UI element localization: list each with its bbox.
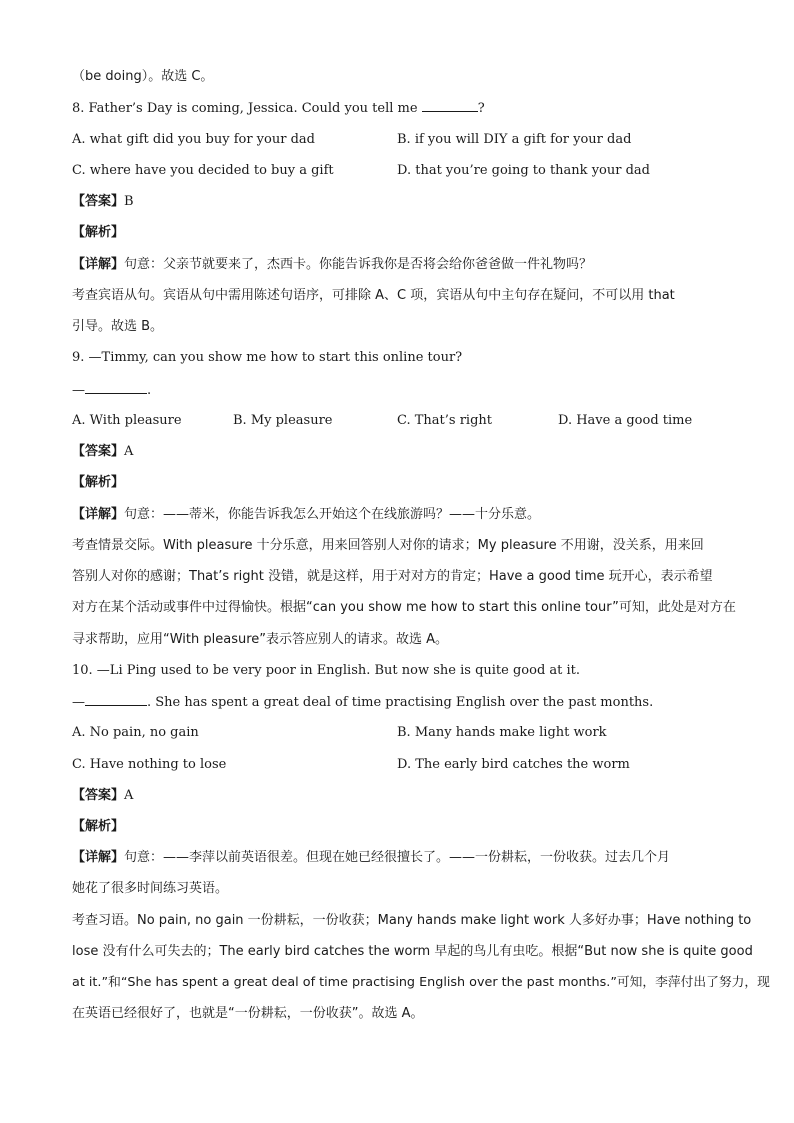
q8-detail-text-1: 句意：父亲节就要来了，杰西卡。你能告诉我你是否将会给你爸爸做一件礼物吗？ xyxy=(124,257,593,272)
q10-answer-value: A xyxy=(124,788,134,803)
q9-answer-label: 【答案】 xyxy=(72,444,125,459)
q9-option-d: D. Have a good time xyxy=(558,413,693,428)
q10-reply-dash: — xyxy=(72,695,85,710)
q9-answer xyxy=(72,443,722,461)
q9-option-a: A. With pleasure xyxy=(72,413,182,428)
q8-answer-label: 【答案】 xyxy=(72,194,125,209)
q9-detail-4: 对方在某个活动或事件中过得愉快。根据“can you show me how to start this online tour”可知，此处是对方在 xyxy=(72,600,736,615)
q9-detail-1 xyxy=(72,506,722,524)
q8-detail-label: 【详解】 xyxy=(72,257,125,272)
q9-analysis-label: 【解析】 xyxy=(72,475,125,490)
q10-option-c: C. Have nothing to lose xyxy=(72,757,227,772)
q8-analysis-label: 【解析】 xyxy=(72,225,125,240)
q8-detail-2: 考查宾语从句。宾语从句中需用陈述句语序，可排除 A、C 项，宾语从句中主句存在疑问，不可以用 that xyxy=(72,288,675,303)
q10-detail-4: lose 没有什么可失去的；The early bird catches the worm 早起的鸟儿有虫吃。根据“But now she is quite good xyxy=(72,944,753,959)
q10-detail-2: 她花了很多时间练习英语。 xyxy=(72,881,229,896)
q10-option-a: A. No pain, no gain xyxy=(72,725,199,740)
q8-option-a: A. what gift did you buy for your dad xyxy=(72,132,315,147)
q8-option-b: B. if you will DIY a gift for your dad xyxy=(397,132,632,147)
q10-option-b: B. Many hands make light work xyxy=(397,725,607,740)
q9-detail-3: 答别人对你的感谢；That’s right 没错，就是这样，用于对对方的肯定；Have a good time 玩开心，表示希望 xyxy=(72,569,713,584)
q10-detail-6: 在英语已经很好了，也就是“一份耕耘，一份收获”。故选 A。 xyxy=(72,1006,424,1021)
q9-reply-dash: — xyxy=(72,383,85,398)
q9-stem: 9. —Timmy, can you show me how to start this online tour? xyxy=(72,350,463,365)
q9-answer-value: A xyxy=(124,444,134,459)
q8-stem xyxy=(72,99,722,118)
q10-reply-text: . She has spent a great deal of time practising English over the past months. xyxy=(147,695,654,710)
q8-detail-3: 引导。故选 B。 xyxy=(72,319,164,334)
q8-detail-1 xyxy=(72,256,722,274)
q10-answer xyxy=(72,787,722,805)
q10-analysis-label: 【解析】 xyxy=(72,819,125,834)
q10-reply xyxy=(72,693,722,712)
q8-answer xyxy=(72,193,722,211)
q9-detail-5: 寻求帮助，应用“With pleasure”表示答应别人的请求。故选 A。 xyxy=(72,632,449,647)
q9-detail-label: 【详解】 xyxy=(72,507,125,522)
q10-detail-1 xyxy=(72,849,722,867)
q9-option-c: C. That’s right xyxy=(397,413,492,428)
previous-answer-tail: （be doing）。故选 C。 xyxy=(72,69,214,84)
q9-reply-end: . xyxy=(147,383,152,398)
q10-blank xyxy=(85,693,147,706)
q10-detail-3: 考查习语。No pain, no gain 一份耕耘，一份收获；Many hands make light work 人多好办事；Have nothing to xyxy=(72,913,752,928)
q10-answer-label: 【答案】 xyxy=(72,788,125,803)
q10-detail-text-1: 句意：——李萍以前英语很差。但现在她已经很擅长了。——一份耕耘，一份收获。过去几个月 xyxy=(124,850,671,865)
q9-option-b: B. My pleasure xyxy=(233,413,333,428)
q8-option-d: D. that you’re going to thank your dad xyxy=(397,163,650,178)
q9-blank xyxy=(85,381,147,394)
q10-option-d: D. The early bird catches the worm xyxy=(397,757,630,772)
q9-detail-text-1: 句意：——蒂米，你能告诉我怎么开始这个在线旅游吗？——十分乐意。 xyxy=(124,507,541,522)
q8-stem-end: ? xyxy=(477,101,485,116)
q8-answer-value: B xyxy=(124,194,134,209)
q10-stem: 10. —Li Ping used to be very poor in English. But now she is quite good at it. xyxy=(72,663,581,678)
q8-blank xyxy=(422,99,478,112)
q9-detail-2: 考查情景交际。With pleasure 十分乐意，用来回答别人对你的请求；My pleasure 不用谢，没关系，用来回 xyxy=(72,538,704,553)
q10-detail-5: at it.”和“She has spent a great deal of time practising English over the past months.”可知，李萍付出了努力，现 xyxy=(72,975,770,990)
q10-detail-label: 【详解】 xyxy=(72,850,125,865)
q9-reply xyxy=(72,381,722,400)
q8-stem-text: 8. Father’s Day is coming, Jessica. Could you tell me xyxy=(72,101,422,116)
q8-option-c: C. where have you decided to buy a gift xyxy=(72,163,334,178)
